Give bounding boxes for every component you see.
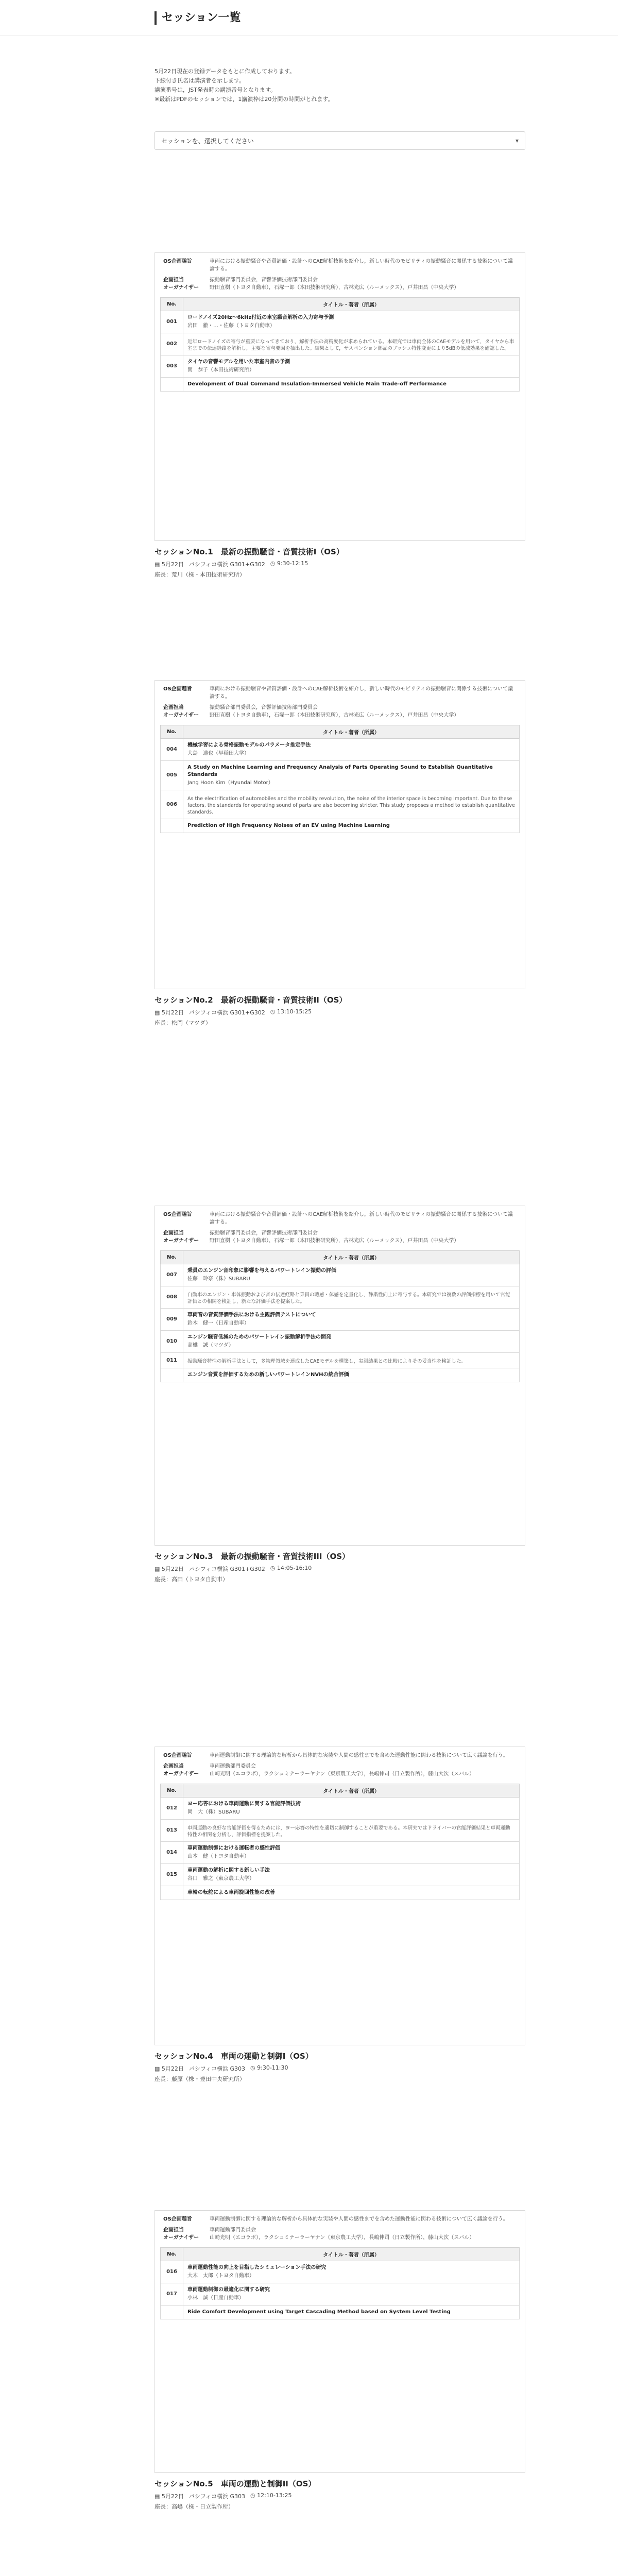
os-description: 車両における振動騒音や音質評価・設計へのCAE解析技術を紹介し，新しい時代のモビリティの振動騒音に関係する技術について議論する。 [210,686,513,700]
talk-title[interactable]: エンジン騒音低減のためのパワートレイン振動解析手法の開発 [187,1334,331,1340]
chevron-down-icon: ▾ [515,137,519,144]
session-info [154,1008,525,1016]
session-time-text: 9:30-11:30 [257,2064,288,2071]
session-summary [154,2475,525,2511]
session-chair: 座長：高田（トヨタ自動車） [154,1576,228,1583]
session-date-text: 5月22日 [161,561,184,568]
column-header-no: No. [161,1784,183,1798]
table-row [161,1820,520,1842]
os-description: 車両における振動騒音や音質評価・設計へのCAE解析技術を紹介し，新しい時代のモビリティの振動騒音に関係する技術について議論する。 [210,259,513,272]
session-meta [160,256,520,293]
session-date-text: 5月22日 [161,1566,184,1572]
calendar-icon: ▦ [154,2065,162,2072]
session-date [154,560,184,568]
talk-cell [183,1886,520,1900]
intro-line: 講演番号は，JST発表時の講演番号となります。 [154,87,277,93]
organizer-label: 企画担当 オーガナイザー [163,1764,199,1777]
talk-cell [183,1264,520,1286]
talk-table [160,725,520,833]
talk-number: 003 [161,355,183,378]
talk-authors: 鈴木 健一（日産自動車） [187,1320,249,1326]
calendar-icon: ▦ [154,1009,162,1016]
talk-authors: 岩田 徹・…・佐藤（トヨタ自動車） [187,323,275,329]
column-header-title: タイトル・著者（所属） [183,298,520,311]
clock-icon: ◷ [270,560,277,567]
session-name[interactable]: セッションNo.3 最新の振動騒音・音質技術III（OS） [154,1552,350,1561]
session-date [154,2064,184,2073]
clock-icon: ◷ [250,2492,258,2499]
talk-title[interactable]: 車両運動性能の向上を目指したシミュレーション手法の研究 [187,2265,327,2270]
table-row [161,1264,520,1286]
talk-number: 009 [161,1309,183,1331]
talk-cell [183,333,520,355]
talk-table [160,2247,520,2319]
talk-number: 014 [161,1842,183,1864]
session-select-label: セッションを、選択してください [161,137,254,145]
column-header-title: タイトル・著者（所属） [183,2248,520,2261]
table-row [161,333,520,355]
session-time-text: 13:10-15:25 [277,1008,312,1015]
session-room: パシフィコ横浜 G303 [188,2493,246,2500]
organizer-names: 振動騒音部門委員会，音響評価技術部門委員会 野田直樹（トヨタ自動車），石塚一郎（本田技術研究所），古林光広（ルーメックス），戸井田昌（中央大学） [210,705,459,718]
talk-cell [183,355,520,378]
talk-cell [183,739,520,761]
table-row [161,1368,520,1382]
session-time [270,560,308,568]
session-name[interactable]: セッションNo.5 車両の運動と制御II（OS） [154,2479,316,2488]
talk-number [161,2306,183,2319]
talk-cell [183,1368,520,1382]
talk-title[interactable]: エンジン音質を評価するための新しいパワートレインNVHの統合評価 [187,1372,349,1378]
session-meta [160,1750,520,1780]
os-description: 車両運動制御に関する理論的な解析から具体的な実装や人間の感性までを含めた運動性能に関わる技術について広く議論を行う。 [210,2216,508,2222]
clock-icon: ◷ [250,2064,258,2071]
session-meta [160,684,520,721]
talk-table [160,297,520,392]
talk-title[interactable]: ロードノイズ20Hz～6kHz付近の車室騒音解析の入力寄与予測 [187,315,334,320]
talk-number: 001 [161,311,183,333]
session-time [270,1008,312,1016]
talk-cell [183,1353,520,1368]
organizer-names: 振動騒音部門委員会，音響評価技術部門委員会 野田直樹（トヨタ自動車），石塚一郎（本田技術研究所），古林光広（ルーメックス），戸井田昌（中央大学） [210,1230,459,1244]
organizer-names: 振動騒音部門委員会，音響評価技術部門委員会 野田直樹（トヨタ自動車），石塚一郎（本田技術研究所），古林光広（ルーメックス），戸井田昌（中央大学） [210,277,459,291]
os-label: OS企画趣旨 [163,1212,192,1217]
talk-title[interactable]: 乗員のエンジン音印象に影響を与えるパワートレイン振動の評価 [187,1268,336,1274]
table-row [161,311,520,333]
session-summary [154,2047,525,2083]
talk-title[interactable]: 車両運動制御における運転者の感性評価 [187,1845,280,1851]
talk-title[interactable]: 車両音の音質評価手法における主観評価テストについて [187,1312,316,1318]
talk-authors: 関 恭子（本田技術研究所） [187,367,254,373]
session-select[interactable] [154,131,525,150]
talk-title[interactable]: A Study on Machine Learning and Frequency Analysis of Parts Operating Sound to Establish Quantitative Standards [187,765,493,777]
session-time-text: 12:10-13:25 [257,2492,292,2499]
os-label: OS企画趣旨 [163,1753,192,1758]
table-row [161,1331,520,1353]
session-detail [154,2210,525,2473]
session-room: パシフィコ横浜 G301+G302 [188,1566,265,1572]
table-row [161,761,520,790]
talk-title[interactable]: Prediction of High Frequency Noises of an EV using Machine Learning [187,823,390,828]
talk-number: 006 [161,790,183,819]
session-time-text: 14:05-16:10 [277,1565,312,1571]
session-detail [154,1206,525,1546]
os-description: 車両運動制御に関する理論的な解析から具体的な実装や人間の感性までを含めた運動性能に関わる技術について広く議論を行う。 [210,1753,508,1758]
session-chair: 座長：高嶋（株・日立製作所） [154,2503,234,2510]
session-info [154,1565,525,1573]
talk-cell [183,2306,520,2319]
talk-title[interactable]: Ride Comfort Development using Target Cascading Method based on System Level Testing [187,2309,451,2315]
session-room: パシフィコ横浜 G301+G302 [188,1009,265,1016]
session-info [154,2064,525,2073]
organizer-names: 車両運動部門委員会 山崎光明（エコラボ），ラクシュミナーラーヤナン（東京農工大学），長嶋伸司（日立製作所），藤山大次（スバル） [210,1764,475,1777]
session-date-text: 5月22日 [161,1009,184,1016]
table-row [161,1842,520,1864]
organizer-label: 企画担当 オーガナイザー [163,277,199,291]
organizer-label: 企画担当 オーガナイザー [163,2227,199,2241]
session-time [250,2064,288,2073]
talk-cell [183,378,520,392]
talk-number: 013 [161,1820,183,1842]
session-room: パシフィコ横浜 G301+G302 [188,561,265,568]
talk-cell [183,1286,520,1309]
session-name[interactable]: セッションNo.2 最新の振動騒音・音質技術II（OS） [154,995,347,1005]
talk-abstract: 自動車のエンジン・車体振動および音の伝達経路と乗員の聴感・体感を定量化し，静粛性向上に寄与する。本研究では複数の評価指標を用いて官能評価との相関を検証し，新たな評価手法を提案した。 [187,1292,510,1304]
talk-number [161,819,183,833]
talk-title[interactable]: 機械学習による骨格振動モデルのパラメータ推定手法 [187,742,311,748]
session-info [154,2492,525,2500]
talk-cell [183,2261,520,2283]
session-chair: 座長：藤原（株・豊田中央研究所） [154,2076,245,2082]
talk-abstract: 振動騒音特性の解析手法として，多物理領域を連成したCAEモデルを構築し，実測結果との比較によりその妥当性を検証した。 [187,1359,466,1364]
session-time [270,1565,312,1573]
os-description: 車両における振動騒音や音質評価・設計へのCAE解析技術を紹介し，新しい時代のモビリティの振動騒音に関係する技術について議論する。 [210,1212,513,1225]
session-date [154,1008,184,1016]
talk-authors: Jang Hoon Kim（Hyundai Motor） [187,780,273,786]
talk-cell [183,819,520,833]
session-card [154,680,525,989]
talk-number [161,378,183,392]
talk-cell [183,1309,520,1331]
talk-number: 002 [161,333,183,355]
session-date [154,2492,184,2500]
talk-number: 007 [161,1264,183,1286]
talk-cell [183,790,520,819]
talk-authors: 岡 大（株）SUBARU [187,1809,240,1815]
table-row [161,1353,520,1368]
session-chair: 座長：荒川（株・本田技術研究所） [154,571,245,578]
session-name[interactable]: セッションNo.1 最新の振動騒音・音質技術I（OS） [154,547,344,556]
talk-cell [183,761,520,790]
column-header-no: No. [161,2248,183,2261]
talk-cell [183,1331,520,1353]
column-header-title: タイトル・著者（所属） [183,725,520,739]
talk-number [161,1886,183,1900]
talk-abstract: 車両運動の良好な官能評価を得るためには，ヨー応答の特性を適切に制御することが重要である。本研究ではドライバーの官能評価結果と車両運動特性の相関を分析し，評価指標を提案した。 [187,1825,510,1838]
table-row [161,2306,520,2319]
session-room: パシフィコ横浜 G303 [188,2065,246,2072]
column-header-no: No. [161,298,183,311]
session-detail [154,680,525,989]
session-summary [154,543,525,579]
table-row [161,1886,520,1900]
table-row [161,378,520,392]
talk-cell [183,2283,520,2306]
clock-icon: ◷ [270,1565,277,1571]
talk-authors: 山本 健（トヨタ自動車） [187,1854,249,1859]
organizer-names: 車両運動部門委員会 山崎光明（エコラボ），ラクシュミナーラーヤナン（東京農工大学），長嶋伸司（日立製作所），藤山大次（スバル） [210,2227,475,2241]
session-chair: 座長：松岡（マツダ） [154,1020,211,1026]
talk-title[interactable]: 車輪の転舵による車両旋回性能の改善 [187,1890,275,1895]
table-row [161,790,520,819]
calendar-icon: ▦ [154,1566,162,1572]
table-row [161,1798,520,1820]
talk-number: 010 [161,1331,183,1353]
table-row [161,355,520,378]
session-summary [154,1548,525,1583]
organizer-label: 企画担当 オーガナイザー [163,1230,199,1244]
session-card [154,1747,525,2045]
talk-title[interactable]: 車両運動の解析に関する新しい手法 [187,1868,270,1873]
session-summary [154,991,525,1027]
column-header-title: タイトル・著者（所属） [183,1251,520,1264]
talk-cell [183,1842,520,1864]
talk-authors: 高橋 誠（マツダ） [187,1343,234,1348]
talk-number: 015 [161,1864,183,1886]
calendar-icon: ▦ [154,2493,162,2500]
session-time [250,2492,291,2500]
column-header-no: No. [161,725,183,739]
intro-line: 5月22日現在の登録データをもとに作成しております。 [154,68,296,75]
talk-table [160,1250,520,1382]
talk-number: 008 [161,1286,183,1309]
session-meta [160,2214,520,2243]
session-card [154,2210,525,2473]
talk-number: 016 [161,2261,183,2283]
intro-line: 下線付き氏名は講演者を示します。 [154,77,245,84]
talk-cell [183,1820,520,1842]
intro-line: ※最新はPDFのセッションでは，1講演枠は20分間の時間がとれます。 [154,96,334,103]
talk-cell [183,1864,520,1886]
talk-authors: 大島 達也（早稲田大学） [187,751,249,756]
talk-table [160,1784,520,1900]
page-title: セッション一覧 [154,11,241,25]
session-time-text: 9:30-12:15 [277,560,308,567]
table-row [161,2283,520,2306]
organizer-label: 企画担当 オーガナイザー [163,705,199,718]
table-row [161,1864,520,1886]
talk-number: 004 [161,739,183,761]
column-header-title: タイトル・著者（所属） [183,1784,520,1798]
session-date-text: 5月22日 [161,2065,184,2072]
talk-cell [183,1798,520,1820]
os-label: OS企画趣旨 [163,686,192,692]
session-date-text: 5月22日 [161,2493,184,2500]
session-meta [160,1209,520,1246]
talk-number [161,1368,183,1382]
table-row [161,2261,520,2283]
calendar-icon: ▦ [154,561,162,568]
session-date [154,1565,184,1573]
table-row [161,1309,520,1331]
talk-abstract: 近年ロードノイズの寄与が重要になってきており，解析手法の高精度化が求められている。本研究では車両全体のCAEモデルを用いて，タイヤから車室までの伝達経路を解析し，主要な寄与要因を抽出した。結果として，サスペンション部品のブッシュ特性変更により5dBの低減効果を確認した。 [187,339,514,351]
column-header-no: No. [161,1251,183,1264]
table-row [161,1286,520,1309]
talk-authors: 小林 誠（日産自動車） [187,2295,244,2301]
talk-title[interactable]: 車両運動制御の最適化に関する研究 [187,2287,270,2293]
session-name[interactable]: セッションNo.4 車両の運動と制御I（OS） [154,2052,313,2061]
table-row [161,819,520,833]
talk-number: 005 [161,761,183,790]
talk-authors: 佐藤 玲奈（株）SUBARU [187,1276,250,1282]
session-card [154,1206,525,1546]
session-detail [154,1747,525,2045]
session-card [154,252,525,541]
talk-number: 011 [161,1353,183,1368]
clock-icon: ◷ [270,1008,277,1015]
table-row [161,739,520,761]
os-label: OS企画趣旨 [163,259,192,264]
talk-authors: 大木 太郎（トヨタ自動車） [187,2273,254,2279]
talk-number: 017 [161,2283,183,2306]
session-detail [154,252,525,541]
talk-cell [183,311,520,333]
talk-title[interactable]: ヨー応答における車両運動に関する官能評価技術 [187,1801,301,1807]
intro-notes [154,67,525,104]
talk-title[interactable]: Development of Dual Command Insulation-Immersed Vehicle Main Trade-off Performance [187,381,447,387]
session-info [154,560,525,568]
talk-number: 012 [161,1798,183,1820]
page-header [0,0,618,36]
talk-title[interactable]: タイヤの音響モデルを用いた車室内音の予測 [187,359,290,365]
os-label: OS企画趣旨 [163,2216,192,2222]
talk-authors: 谷口 雅之（東京農工大学） [187,1876,254,1882]
talk-abstract: As the electrification of automobiles and the mobility revolution, the noise of the interior space is becoming important. Due to these factors, the standards for operating sound of parts are also becoming stricter. This study proposes a method to establish quantitative standards. [187,796,515,815]
